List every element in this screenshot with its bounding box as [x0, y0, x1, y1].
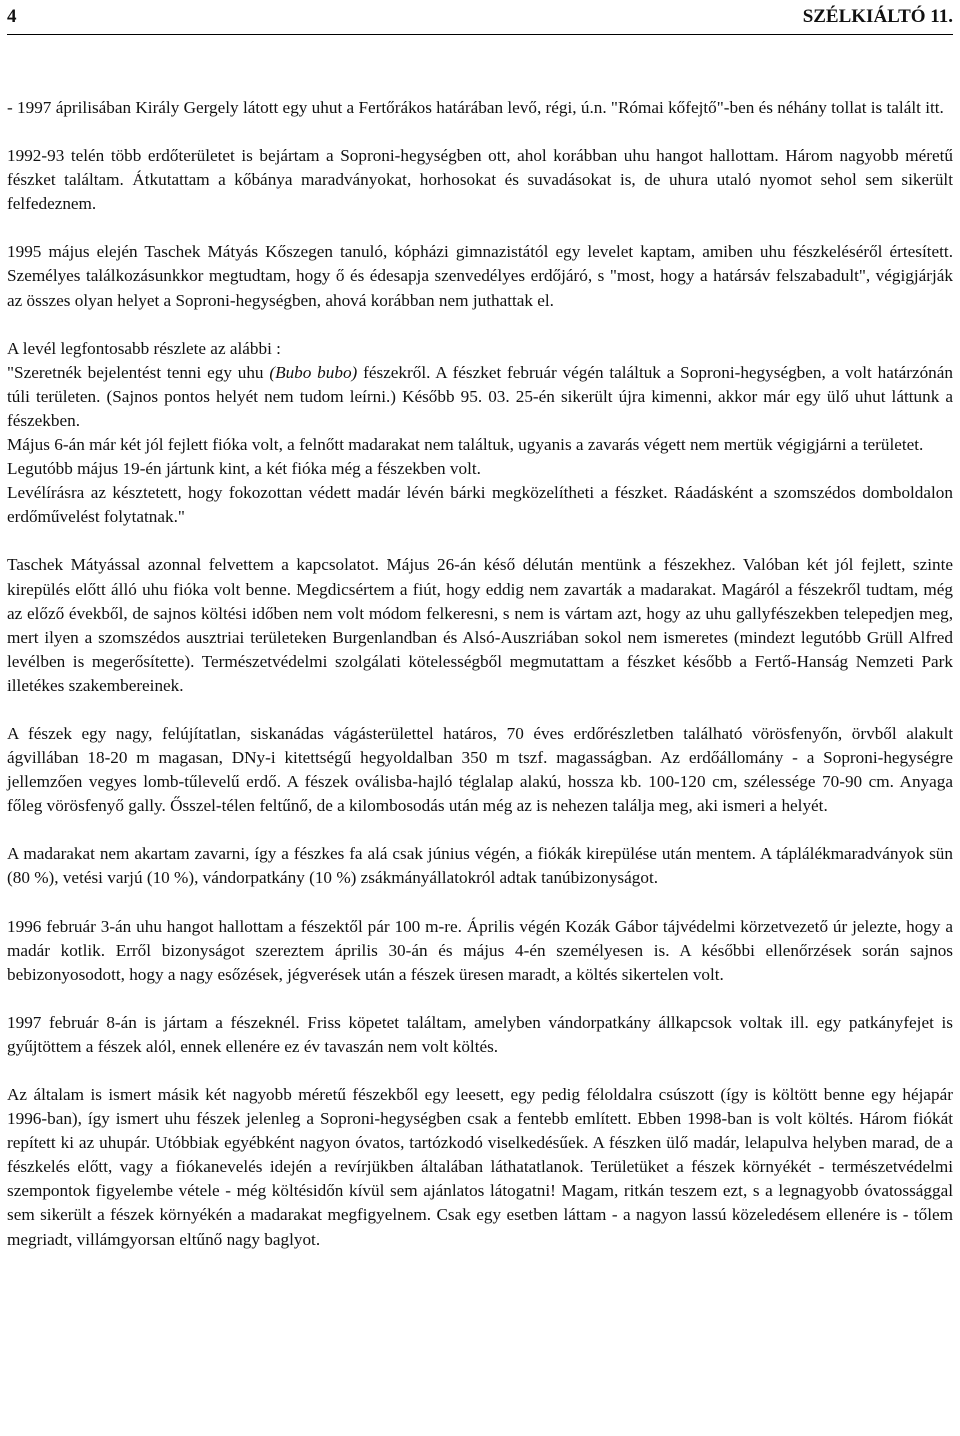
- publication-title: SZÉLKIÁLTÓ 11.: [802, 5, 953, 27]
- species-name: (Bubo bubo): [269, 362, 358, 382]
- paragraph-3: 1995 május elején Taschek Mátyás Kőszegen tanuló, kópházi gimnazistától egy levelet kaptam, amiben uhu fészkeléséről értesített. Személyes találkozásunkkor megtudtam, hogy ő és édesapja szenvedélyes erdőjáró, s "most, hogy a határsáv felszabadult", végigjárják az összes olyan helyet a Soproni-hegységben, ahová korábban nem juthattak el.: [7, 242, 953, 310]
- paragraph-5: Taschek Mátyással azonnal felvettem a kapcsolatot. Május 26-án késő délután mentünk a fészekhez. Valóban két jól fejlett, szinte kirepülés előtt álló uhu fióka volt benne. Megdicsértem a fiút, hogy eddig nem zavarták a madarakat. Magáról a fészekről tudtam, még az előző évekből, de sajnos költési időben nem volt módom felkeresni, s nem is vártam azt, hogy az uhu gallyfészekben telepedjen meg, mert ilyen a szomszédos ausztriai területeken Burgenlandban és Alsó-Auszriában sokol nem ismeretes (mindezt legutóbb Grüll Alfred levélben is megerősítette). Természetvédelmi szolgálati kötelességből megmutattam a fészket később a Fertő-Hanság Nemzeti Park illetékes szakembereinek.: [7, 555, 953, 695]
- letter-line-4: Levélírásra az késztetett, hogy fokozottan védett madár lévén bárki megközelítheti a fészket. Ráadásként a szomszédos domboldalon erdőművelést folytatnak.": [7, 483, 953, 527]
- letter-intro: A levél legfontosabb részlete az alábbi :: [7, 338, 281, 358]
- letter-line-1: [7, 361, 953, 433]
- letter-line-3: Legutóbb május 19-én jártunk kint, a két fióka még a fészekben volt.: [7, 459, 481, 479]
- paragraph-6: A fészek egy nagy, felújítatlan, siskanádas vágásterülettel határos, 70 éves erdőrészletben található vörösfenyőn, örvből alakult ágvillában 18-20 m magasan, DNy-i kitettségű hegyoldalban 350 m tszf. magasságban. Az erdőállomány - a Soproni-hegységre jellemzően vegyes lomb-tűlevelű erdő. A fészek oválisba-hajló téglalap alakú, hossza kb. 100-120 cm, szélessége 70-90 cm. Anyaga főleg vörösfenyő gally. Ősszel-télen feltűnő, de a kilombosodás után még az is nehezen találja meg, aki ismeri a helyét.: [7, 723, 953, 816]
- page-header: [7, 2, 953, 32]
- paragraph-10: Az általam is ismert másik két nagyobb méretű fészekből egy leesett, egy pedig féloldalra csúszott (így is költött benne egy héjapár 1996-ban), így ismert uhu fészek jelenleg a Soproni-hegységben csak a fentebb említett. Ebben 1998-ban is volt költés. Három fiókát repített ki az uhupár. Utóbbiak egyébként nagyon óvatos, tartózkodó viselkedésűek. A fészken ülő madár, lelapulva helyben marad, de a fészkelés előtt, vagy a fiókanevelés idején a revírjükben általában láthatatlanok. Területüket a fészek környékét - természetvédelmi szempontok figyelembe vétele - még költésidőn kívül sem ajánlatos látogatni! Magam, ritkán teszem ezt, s a legnagyobb óvatossággal sem sikerült a fészek környékén a madarakat megfigyelnem. Csak egy esetben láttam - a nagyon lassú közeledésem ellenére is - tőlem megriadt, villámgyorsan eltűnő nagy baglyot.: [7, 1085, 953, 1249]
- paragraph-2: 1992-93 telén több erdőterületet is bejártam a Soproni-hegységben ott, ahol korábban uhu hangot hallottam. Három nagyobb méretű fészket találtam. Átkutattam a kőbánya maradványokat, horhosokat és suvadásokat is, de uhura utaló nyomot sehol sem sikerült felfedeznem.: [7, 146, 953, 214]
- header-rule: [7, 34, 953, 35]
- paragraph-9: 1997 február 8-án is jártam a fészeknél. Friss köpetet találtam, amelyben vándorpatkány állkapcsok voltak ill. egy patkányfejet is gyűjtöttem a fészek alól, ennek ellenére ez év tavaszán nem volt költés.: [7, 1012, 953, 1056]
- letter-line-1-end: fészekről. A fészket február végén találtuk a Soproni-hegységben, a volt határzónán túli területen. (Sajnos pontos helyét nem tudom leírni.) Később 95. 03. 25-én sikerült újra kimenni, akkor már egy ülő uhut láttunk a fészekben.: [7, 362, 954, 430]
- paragraph-7: A madarakat nem akartam zavarni, így a fészkes fa alá csak június végén, a fiókák kirepülése után mentem. A táplálékmaradványok sün (80 %), vetési varjú (10 %), vándorpatkány (10 %) zsákmányállatokról adtak tanúbizonyságot.: [7, 844, 953, 888]
- letter-line-1-start: "Szeretnék bejelentést tenni egy uhu: [7, 362, 270, 382]
- paragraph-1: - 1997 áprilisában Király Gergely látott egy uhut a Fertőrákos határában levő, régi, ú.n. "Római kőfejtő"-ben és néhány tollat is talált itt.: [7, 98, 944, 117]
- paragraph-8: 1996 február 3-án uhu hangot hallottam a fészektől pár 100 m-re. Április végén Kozák Gábor tájvédelmi körzetvezető úr jelezte, hogy a madár kotlik. Erről bizonyságot szereztem április 30-án és május 4-én személyesen is. A későbbi ellenőrzések során sajnos bebizonyosodott, hogy a nagy esőzések, jégverések után a fészek üresen maradt, a költés sikertelen volt.: [7, 916, 953, 984]
- page-number: 4: [7, 5, 17, 27]
- article-body: [7, 96, 953, 1252]
- letter-line-2: Május 6-án már két jól fejlett fióka volt, a felnőtt madarakat nem találtuk, ugyanis a zavarás végett nem mertük végigjárni a területet.: [7, 435, 924, 455]
